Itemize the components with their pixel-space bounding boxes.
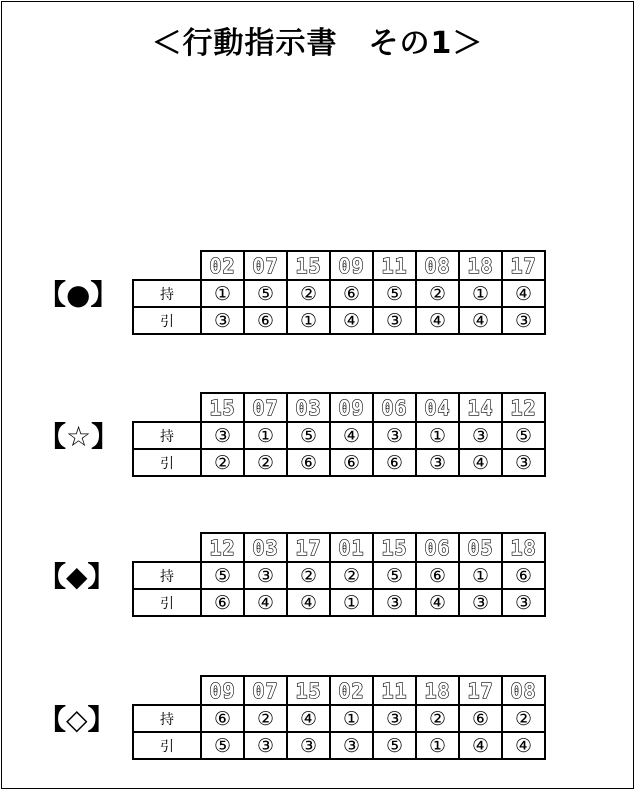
pull-value-cell: ⑤: [201, 732, 244, 759]
number-row: [133, 533, 545, 562]
hold-value-cell: ③: [201, 422, 244, 449]
pull-value-cell: ⑥: [287, 449, 330, 476]
hold-value-cell: ⑥: [502, 562, 545, 589]
pull-value-cell: ④: [287, 589, 330, 616]
number-cell: 02: [330, 676, 373, 705]
hold-value-cell: ⑤: [201, 562, 244, 589]
number-cell: 01: [330, 533, 373, 562]
number-cell: 06: [373, 393, 416, 422]
instruction-table: [132, 532, 546, 617]
pull-value-cell: ③: [373, 589, 416, 616]
hold-value-cell: ④: [502, 280, 545, 307]
pull-value-cell: ③: [502, 589, 545, 616]
number-cell: 17: [502, 251, 545, 280]
hold-row-label: 持: [133, 562, 201, 589]
number-cell: 09: [330, 393, 373, 422]
hold-row: [133, 562, 545, 589]
instruction-block: [0, 250, 635, 340]
number-cell: 12: [502, 393, 545, 422]
hold-value-cell: ⑤: [502, 422, 545, 449]
number-cell: 15: [373, 533, 416, 562]
pull-value-cell: ④: [330, 307, 373, 334]
pull-row-label: 引: [133, 732, 201, 759]
number-cell: 11: [373, 251, 416, 280]
hold-value-cell: ②: [287, 280, 330, 307]
pull-row: [133, 589, 545, 616]
pull-value-cell: ③: [201, 307, 244, 334]
hold-value-cell: ②: [502, 705, 545, 732]
hold-value-cell: ④: [287, 705, 330, 732]
pull-value-cell: ③: [287, 732, 330, 759]
pull-value-cell: ⑥: [244, 307, 287, 334]
hold-row: [133, 705, 545, 732]
pull-value-cell: ③: [416, 449, 459, 476]
hold-value-cell: ⑥: [459, 705, 502, 732]
number-cell: 02: [201, 251, 244, 280]
number-cell: 07: [244, 393, 287, 422]
number-cell: 18: [416, 676, 459, 705]
number-cell: 17: [459, 676, 502, 705]
hold-value-cell: ②: [244, 705, 287, 732]
hold-value-cell: ⑥: [201, 705, 244, 732]
instruction-table: [132, 250, 546, 335]
hold-value-cell: ④: [330, 422, 373, 449]
pull-value-cell: ④: [459, 307, 502, 334]
pull-row: [133, 307, 545, 334]
corner-blank: [133, 251, 201, 280]
hold-value-cell: ①: [459, 280, 502, 307]
corner-blank: [133, 676, 201, 705]
number-cell: 06: [416, 533, 459, 562]
pull-value-cell: ④: [459, 449, 502, 476]
pull-value-cell: ①: [416, 732, 459, 759]
pull-value-cell: ④: [416, 589, 459, 616]
pull-row-label: 引: [133, 449, 201, 476]
hold-value-cell: ③: [244, 562, 287, 589]
pull-row: [133, 449, 545, 476]
number-cell: 15: [201, 393, 244, 422]
block-symbol: 【●】: [38, 278, 119, 311]
corner-blank: [133, 533, 201, 562]
pull-value-cell: ⑥: [373, 449, 416, 476]
pull-value-cell: ④: [244, 589, 287, 616]
hold-value-cell: ①: [416, 422, 459, 449]
hold-value-cell: ②: [287, 562, 330, 589]
hold-value-cell: ⑥: [330, 280, 373, 307]
pull-value-cell: ③: [502, 307, 545, 334]
pull-value-cell: ⑥: [201, 589, 244, 616]
hold-value-cell: ②: [330, 562, 373, 589]
hold-value-cell: ①: [201, 280, 244, 307]
hold-value-cell: ⑤: [287, 422, 330, 449]
pull-value-cell: ④: [416, 307, 459, 334]
instruction-block: [0, 675, 635, 765]
number-cell: 09: [201, 676, 244, 705]
pull-row: [133, 732, 545, 759]
instruction-block: [0, 392, 635, 482]
number-row: [133, 393, 545, 422]
pull-value-cell: ①: [330, 589, 373, 616]
pull-value-cell: ③: [459, 589, 502, 616]
number-cell: 18: [502, 533, 545, 562]
pull-value-cell: ③: [330, 732, 373, 759]
hold-value-cell: ③: [373, 422, 416, 449]
hold-row-label: 持: [133, 422, 201, 449]
instruction-block: [0, 532, 635, 622]
hold-value-cell: ①: [459, 562, 502, 589]
pull-value-cell: ④: [502, 732, 545, 759]
number-cell: 14: [459, 393, 502, 422]
hold-value-cell: ⑤: [373, 280, 416, 307]
corner-blank: [133, 393, 201, 422]
number-cell: 15: [287, 676, 330, 705]
hold-value-cell: ⑥: [416, 562, 459, 589]
number-cell: 07: [244, 251, 287, 280]
hold-value-cell: ②: [416, 280, 459, 307]
hold-value-cell: ⑤: [373, 562, 416, 589]
number-row: [133, 251, 545, 280]
instruction-table: [132, 675, 546, 760]
hold-row: [133, 280, 545, 307]
hold-value-cell: ①: [330, 705, 373, 732]
hold-value-cell: ①: [244, 422, 287, 449]
block-symbol: 【☆】: [38, 420, 120, 453]
pull-value-cell: ③: [502, 449, 545, 476]
number-cell: 08: [416, 251, 459, 280]
pull-value-cell: ③: [373, 307, 416, 334]
pull-value-cell: ①: [287, 307, 330, 334]
pull-value-cell: ②: [244, 449, 287, 476]
instruction-table: [132, 392, 546, 477]
hold-row-label: 持: [133, 280, 201, 307]
number-cell: 03: [287, 393, 330, 422]
number-row: [133, 676, 545, 705]
hold-value-cell: ③: [459, 422, 502, 449]
number-cell: 17: [287, 533, 330, 562]
number-cell: 09: [330, 251, 373, 280]
hold-value-cell: ⑤: [244, 280, 287, 307]
hold-row: [133, 422, 545, 449]
block-symbol: 【◇】: [38, 703, 116, 736]
pull-row-label: 引: [133, 589, 201, 616]
block-symbol: 【◆】: [38, 560, 116, 593]
pull-value-cell: ④: [459, 732, 502, 759]
pull-value-cell: ⑥: [330, 449, 373, 476]
hold-value-cell: ②: [416, 705, 459, 732]
hold-row-label: 持: [133, 705, 201, 732]
page-title: ＜行動指示書 その1＞: [151, 26, 484, 61]
number-cell: 11: [373, 676, 416, 705]
pull-value-cell: ⑤: [373, 732, 416, 759]
number-cell: 03: [244, 533, 287, 562]
hold-value-cell: ③: [373, 705, 416, 732]
number-cell: 04: [416, 393, 459, 422]
number-cell: 08: [502, 676, 545, 705]
number-cell: 18: [459, 251, 502, 280]
number-cell: 15: [287, 251, 330, 280]
number-cell: 07: [244, 676, 287, 705]
pull-value-cell: ③: [244, 732, 287, 759]
pull-value-cell: ②: [201, 449, 244, 476]
number-cell: 05: [459, 533, 502, 562]
number-cell: 12: [201, 533, 244, 562]
pull-row-label: 引: [133, 307, 201, 334]
